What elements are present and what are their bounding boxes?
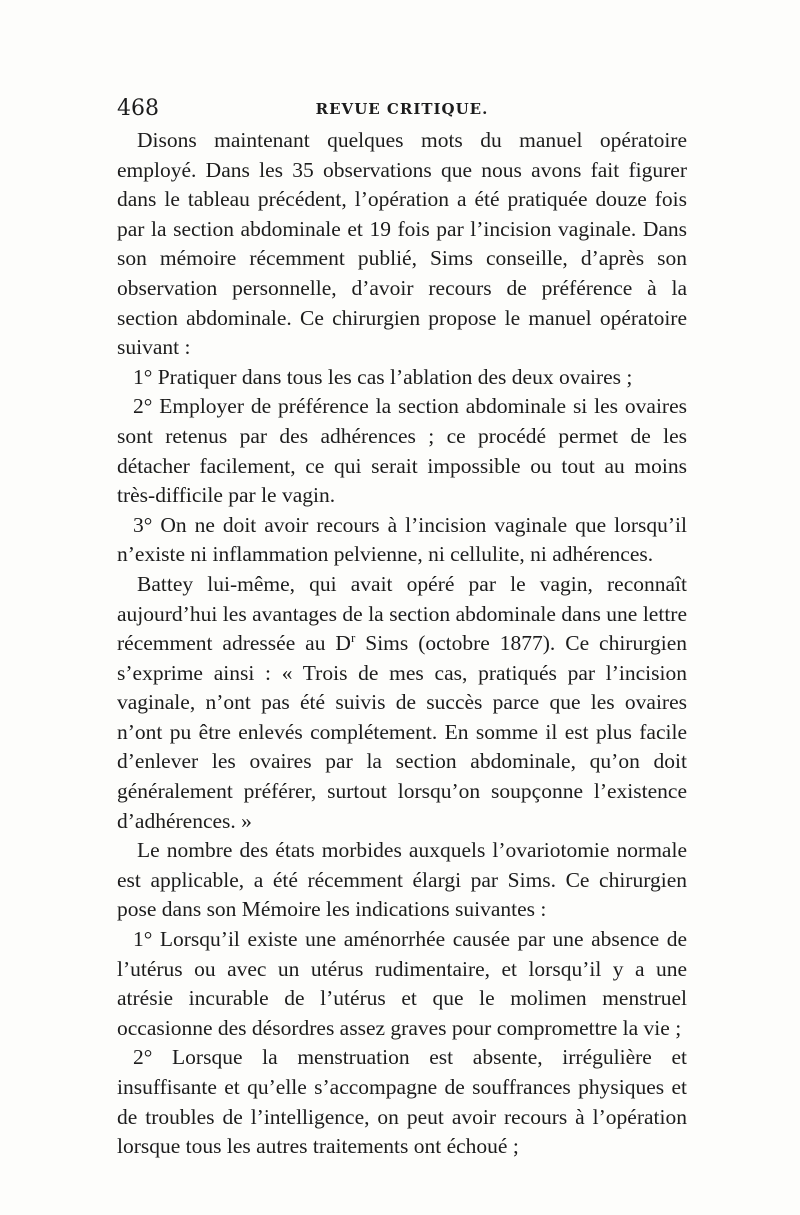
battey-text-end: Sims (octobre 1877). Ce chirurgien s’exprime ainsi : « Trois de mes cas, pratiqués par l’incision vaginale, n’ont pas été suivis de succès parce que les ovaires n’ont pu être enlevés complétement. En somme il est plus facile d’enlever les ovaires par la section abdominale, qu’on doit généralement préférer, surtout lorsqu’on soupçonne l’existence d’adhérences. » [117, 631, 688, 833]
indication-2-number: 2° [133, 1045, 153, 1070]
dr-superscript: r [350, 629, 356, 645]
page-header [117, 94, 687, 124]
body-text [117, 126, 687, 1162]
running-title: REVUE CRITIQUE. [315, 100, 489, 118]
indication-1: 1° Lorsqu’il existe une aménorrhée causée par une absence de l’utérus ou avec un utérus rudimentaire, et lorsqu’il y a une atrésie incurable de l’utérus et que le molimen menstruel occasionne des désordres assez graves pour compromettre la vie ; [117, 927, 687, 1040]
paragraph-battey [117, 570, 687, 836]
indication-2-text: Lorsque la menstruation est absente, irrégulière et insuffisante et qu’elle s’accompagne de souffrances physiques et de troubles de l’intelligence, on peut avoir recours à l’opération lorsque tous les autres traitements ont échoué ; [117, 1045, 688, 1159]
paragraph-operative-manual: Disons maintenant quelques mots du manuel opératoire employé. Dans les 35 observations que nous avons fait figurer dans le tableau précédent, l’opération a été pratiquée douze fois par la section abdominale et 19 fois par l’incision vaginale. Dans son mémoire récemment publié, Sims conseille, d’après son observation personnelle, d’avoir recours de préférence à la section abdominale. Ce chirurgien propose le manuel opératoire suivant : [117, 128, 687, 360]
list-item-1: 1° Pratiquer dans tous les cas l’ablation des deux ovaires ; [133, 364, 633, 389]
battey-text-start: Battey lui-même, qui avait opéré par le vagin, reconnaît aujourd’hui les avantages de la section abdominale dans une lettre récemment adressée au D [117, 571, 687, 656]
indication-2 [117, 1043, 687, 1161]
list-item-2: 2° Employer de préférence la section abdominale si les ovaires sont retenus par des adhérences ; ce procédé permet de les détacher facilement, ce qui serait impossible ou tout au moins très-difficile par le vagin. [117, 394, 687, 508]
page-number: 468 [117, 96, 159, 121]
list-item-3: 3° On ne doit avoir recours à l’incision vaginale que lorsqu’il n’existe ni inflammation pelvienne, ni cellulite, ni adhérences. [117, 512, 687, 567]
paragraph-sims-indications: Le nombre des états morbides auxquels l’ovariotomie normale est applicable, a été récemment élargi par Sims. Ce chirurgien pose dans son Mémoire les indications suivantes : [117, 838, 687, 922]
